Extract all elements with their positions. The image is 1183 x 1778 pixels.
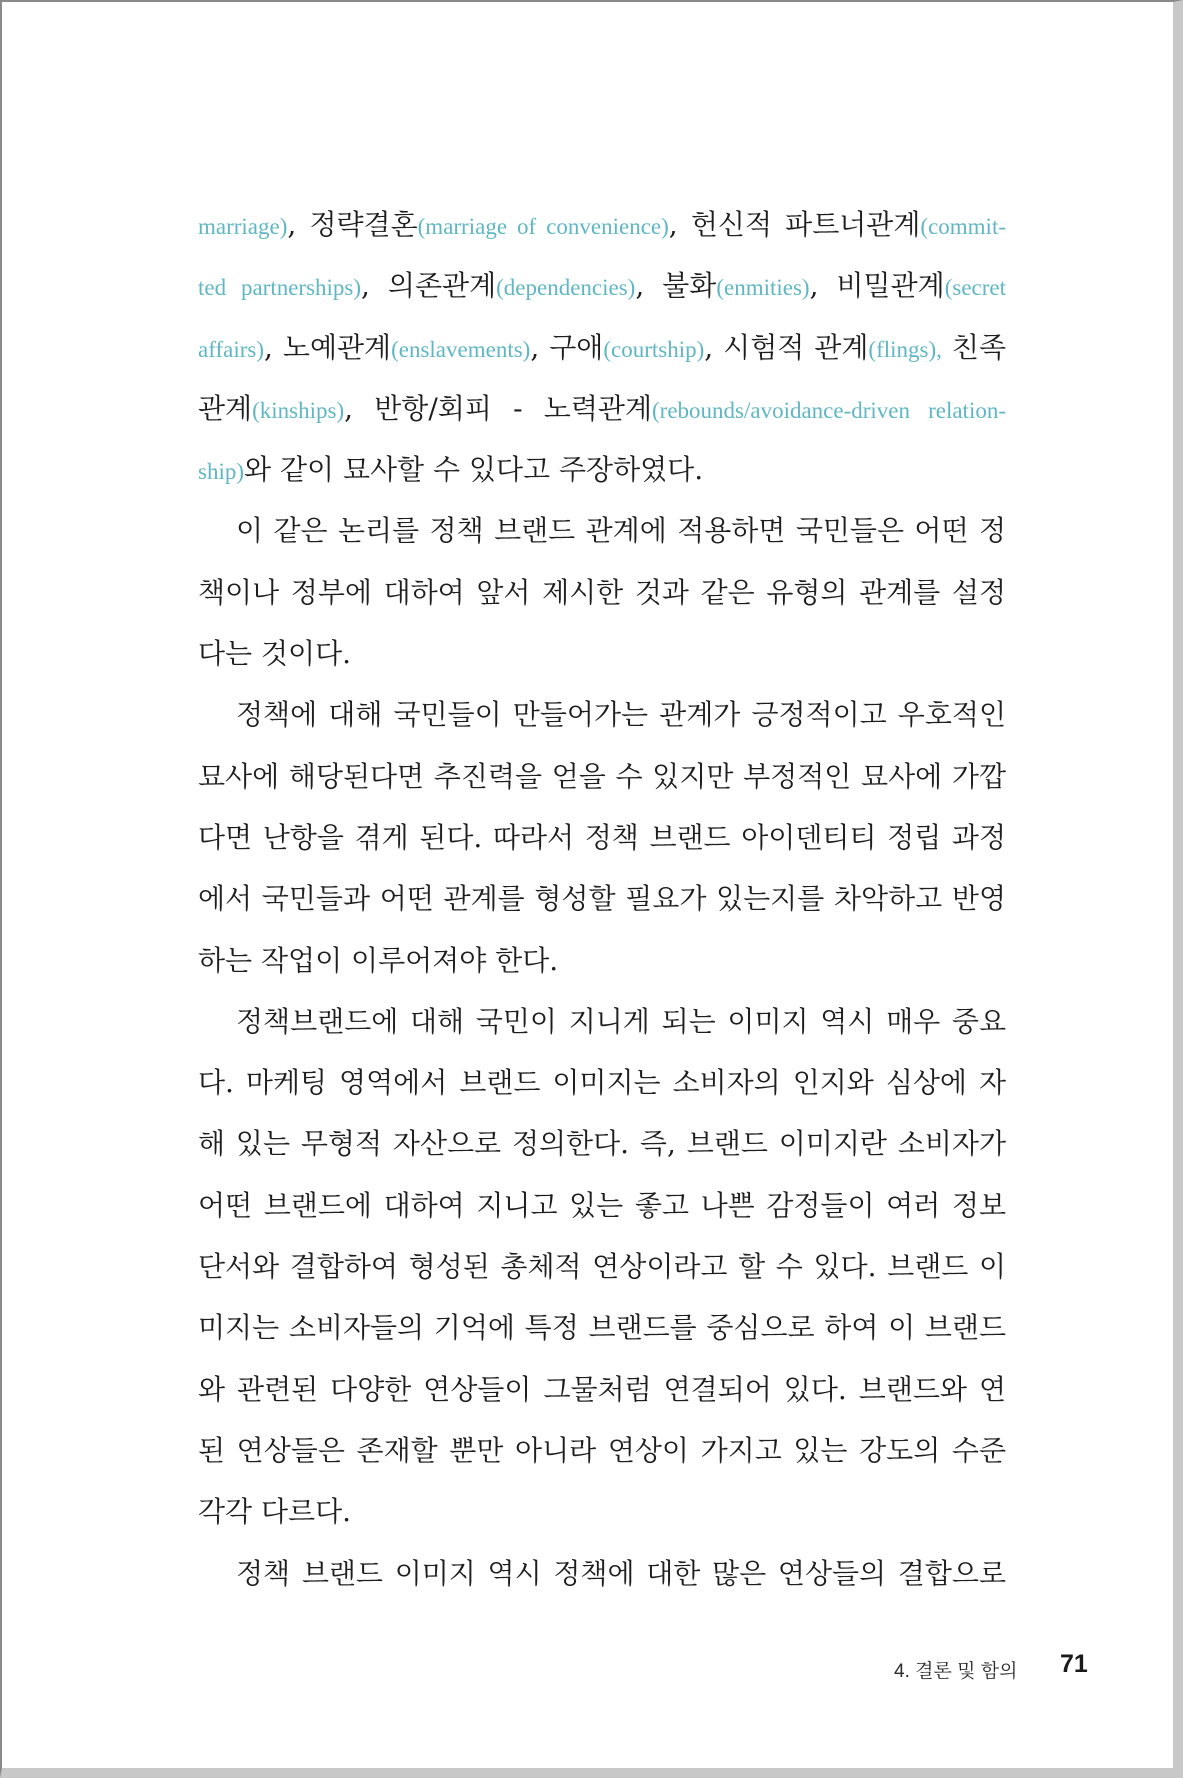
korean-text: 다. 마케팅 영역에서 브랜드 이미지는 소비자의 인지와 심상에 자 <box>198 1066 1006 1100</box>
english-term: (enmities) <box>716 275 810 301</box>
chapter-title: 4. 결론 및 함의 <box>894 1661 1018 1682</box>
korean-text: , 불화 <box>635 269 717 303</box>
korean-text: 책이나 정부에 대하여 앞서 제시한 것과 같은 유형의 관계를 설정 <box>198 575 1006 609</box>
korean-text: 어떤 브랜드에 대하여 지니고 있는 좋고 나쁜 감정들이 여러 정보 <box>198 1188 1006 1222</box>
english-term: ted partnerships) <box>198 275 362 301</box>
text-line <box>198 1052 1006 1113</box>
korean-text: 정책 브랜드 이미지 역시 정책에 대한 많은 연상들의 결합으로 <box>236 1556 1006 1590</box>
english-term: (enslavements) <box>391 336 531 362</box>
page-number: 71 <box>1060 1650 1088 1678</box>
korean-text: 정책에 대해 국민들이 만들어가는 관계가 긍정적이고 우호적인 <box>236 698 1006 732</box>
english-term: (marriage of convenience) <box>417 214 669 239</box>
body-text <box>198 194 1006 1604</box>
korean-text: , 구애 <box>530 330 604 364</box>
english-term: marriage) <box>198 214 288 239</box>
text-line <box>198 1297 1006 1358</box>
korean-text: 다는 것이다. <box>198 637 352 671</box>
english-term: (kinships) <box>252 397 345 423</box>
korean-text: 에서 국민들과 어떤 관계를 형성할 필요가 있는지를 차악하고 반영 <box>198 882 1006 916</box>
korean-text: 와 같이 묘사할 수 있다고 주장하였다. <box>244 453 704 487</box>
english-term: (commit- <box>920 214 1006 239</box>
english-term: (flings), <box>868 336 942 362</box>
english-term: (courtship) <box>603 336 705 362</box>
korean-text: , 정략결혼 <box>287 208 418 241</box>
text-line <box>198 684 1006 745</box>
english-term: (dependencies) <box>496 275 636 301</box>
korean-text: , 비밀관계 <box>809 269 945 303</box>
text-line <box>198 255 1006 316</box>
text-line <box>198 1543 1006 1604</box>
korean-text: 정책브랜드에 대해 국민이 지니게 되는 이미지 역시 매우 중요 <box>236 1004 1006 1038</box>
text-line <box>198 562 1006 623</box>
korean-text: 와 관련된 다양한 연상들이 그물처럼 연결되어 있다. 브랜드와 연 <box>198 1372 1006 1406</box>
text-line <box>198 500 1006 561</box>
korean-text: , 의존관계 <box>361 269 497 303</box>
text-line <box>198 1175 1006 1236</box>
text-line <box>198 1236 1006 1297</box>
korean-text: 각각 다르다. <box>198 1495 352 1529</box>
korean-text: 다면 난항을 겪게 된다. 따라서 정책 브랜드 아이덴티티 정립 과정 <box>198 820 1006 854</box>
korean-text: , 노예관계 <box>263 330 392 364</box>
text-line <box>198 439 1006 500</box>
korean-text: , 반항/회피 - 노력관계 <box>344 391 652 425</box>
korean-text: 친족 <box>941 330 1006 364</box>
korean-text: 묘사에 해당된다면 추진력을 얻을 수 있지만 부정적인 묘사에 가깝 <box>198 759 1006 793</box>
text-line <box>198 1481 1006 1542</box>
text-line <box>198 1359 1006 1420</box>
text-line <box>198 1420 1006 1481</box>
english-term: ship) <box>198 459 244 485</box>
korean-text: 관계 <box>198 391 253 425</box>
korean-text: 이 같은 논리를 정책 브랜드 관계에 적용하면 국민들은 어떤 정 <box>236 514 1006 548</box>
korean-text: , 시험적 관계 <box>704 330 869 364</box>
text-line <box>198 378 1006 439</box>
text-line <box>198 807 1006 868</box>
korean-text: 하는 작업이 이루어져야 한다. <box>198 943 559 977</box>
korean-text: , 헌신적 파트너관계 <box>668 208 921 241</box>
korean-text: 단서와 결합하여 형성된 총체적 연상이라고 할 수 있다. 브랜드 이 <box>198 1250 1006 1284</box>
page-footer <box>2 1648 1183 1688</box>
korean-text: 된 연상들은 존재할 뿐만 아니라 연상이 가지고 있는 강도의 수준 <box>198 1433 1006 1467</box>
korean-text: 해 있는 무형적 자산으로 정의한다. 즉, 브랜드 이미지란 소비자가 <box>198 1127 1006 1161</box>
text-line <box>198 991 1006 1052</box>
text-line <box>198 194 1006 255</box>
text-line <box>198 930 1006 991</box>
text-line <box>198 868 1006 929</box>
text-line <box>198 1113 1006 1174</box>
english-term: affairs) <box>198 336 264 362</box>
text-line <box>198 623 1006 684</box>
text-line <box>198 317 1006 378</box>
text-line <box>198 746 1006 807</box>
english-term: (secret <box>944 275 1006 301</box>
english-term: (rebounds/avoidance-driven relation- <box>652 397 1006 423</box>
korean-text: 미지는 소비자들의 기억에 특정 브랜드를 중심으로 하여 이 브랜드 <box>198 1311 1006 1345</box>
